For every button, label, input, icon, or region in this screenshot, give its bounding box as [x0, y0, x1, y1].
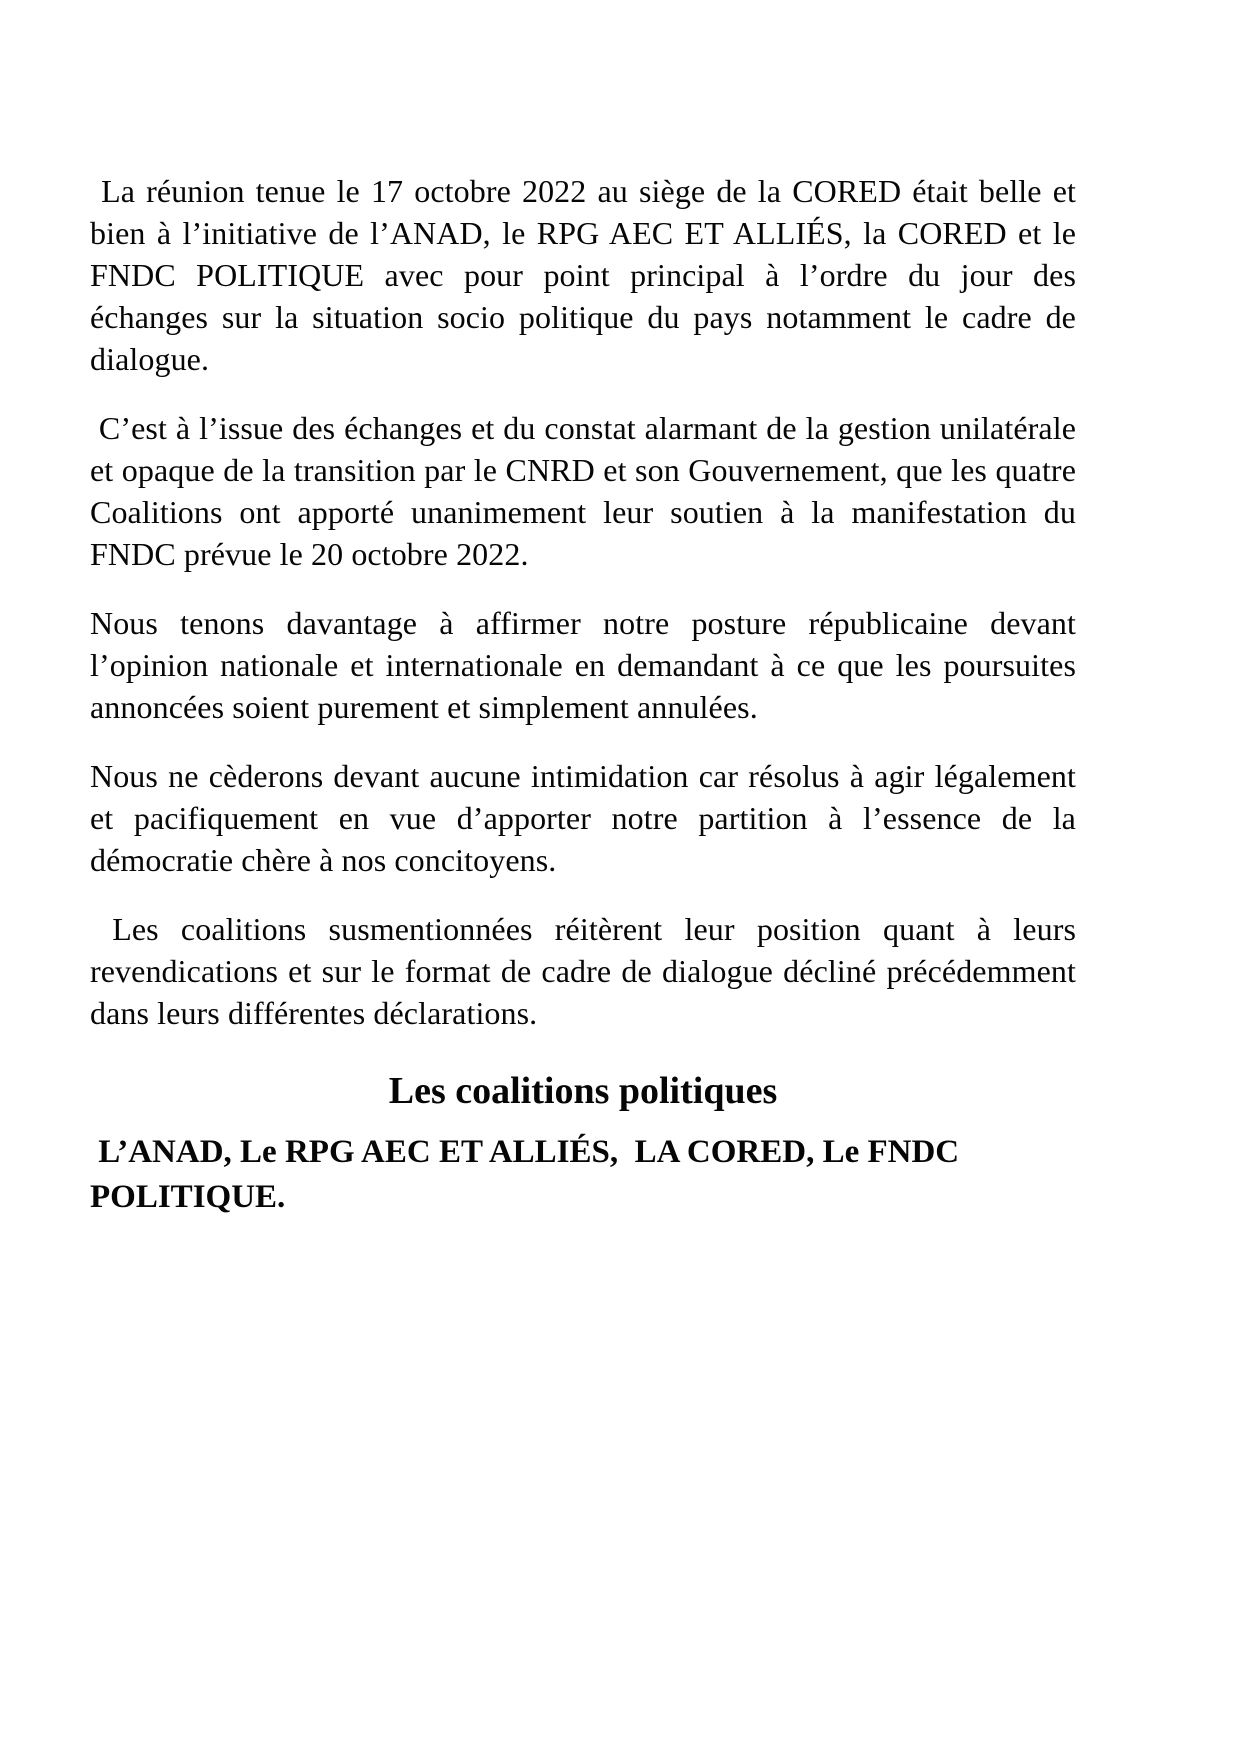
paragraph-posture-republicaine: Nous tenons davantage à affirmer notre posture républicaine devant l’opinion nationale et internationale en demandant à ce que les poursuites annoncées soient purement et simplement annulées.: [90, 605, 1085, 725]
paragraph-revendications: Les coalitions susmentionnées réitèrent leur position quant à leurs revendications et sur le format de cadre de dialogue décliné précédemment dans leurs différentes déclarations.: [90, 911, 1085, 1031]
paragraph-support-manifestation: C’est à l’issue des échanges et du constat alarmant de la gestion unilatérale et opaque de la transition par le CNRD et son Gouvernement, que les quatre Coalitions ont apporté unanimement leur soutien à la manifestation du FNDC prévue le 20 octobre 2022.: [90, 410, 1085, 572]
section-heading-coalitions: Les coalitions politiques: [388, 1070, 778, 1112]
document-body: [90, 170, 1085, 1220]
paragraph-signatories: L’ANAD, Le RPG AEC ET ALLIÉS, LA CORED, Le FNDC POLITIQUE.: [90, 1134, 968, 1215]
paragraph-no-intimidation: Nous ne cèderons devant aucune intimidation car résolus à agir légalement et pacifiquement en vue d’apporter notre partition à l’essence de la démocratie chère à nos concitoyens.: [90, 758, 1085, 878]
paragraph-meeting-intro: La réunion tenue le 17 octobre 2022 au siège de la CORED était belle et bien à l’initiative de l’ANAD, le RPG AEC ET ALLIÉS, la CORED et le FNDC POLITIQUE avec pour point principal à l’ordre du jour des échanges sur la situation socio politique du pays notamment le cadre de dialogue.: [90, 173, 1085, 377]
